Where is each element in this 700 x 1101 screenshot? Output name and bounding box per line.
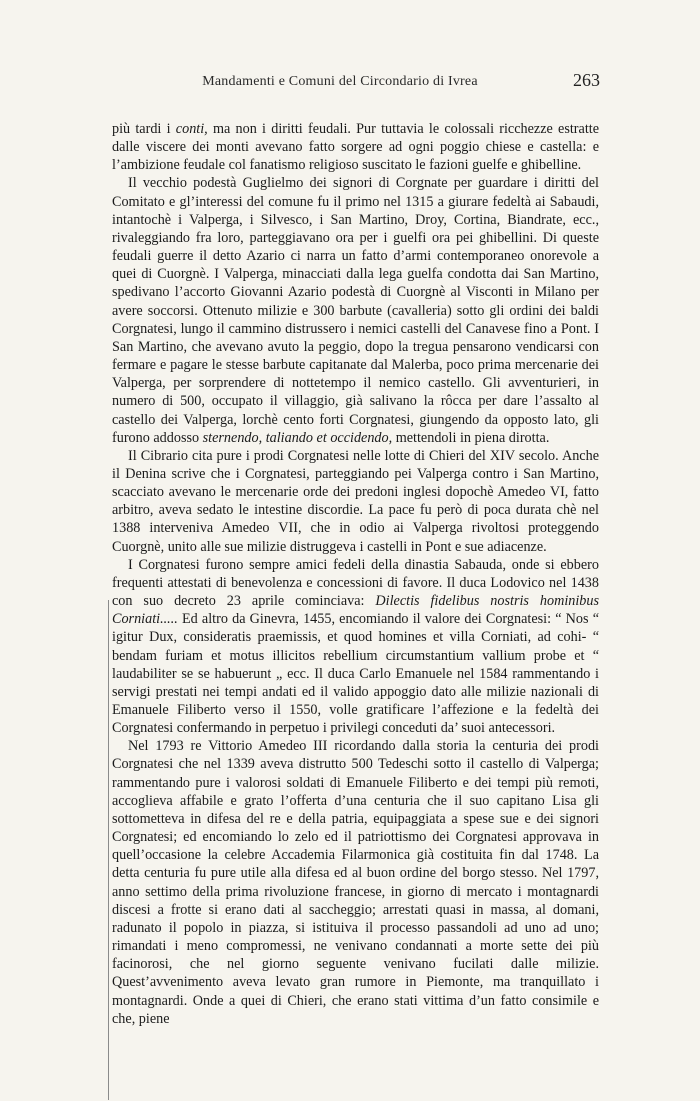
paragraph-5 [112,737,599,1028]
running-title: Mandamenti e Comuni del Circondario di Ivrea [202,74,478,89]
italic-segment: sternendo, taliando et occidendo, [202,429,393,446]
italic-segment: conti, [175,121,208,137]
text-segment: ma non i diritti feudali. Pur tuttavia le colossali ricchezze estratte dalle viscere dei monti avevano fatto sorgere ad ogni poggio chiese e castella: e l’ambizione feudale col fanatismo religioso suscitato le fazioni guelfe e ghibelline. [112,121,600,174]
paragraph-2 [112,174,599,446]
paragraph-3 [112,447,599,556]
margin-line [108,600,109,1100]
text-segment: più tardi i [112,121,176,137]
paragraph-4 [112,556,599,738]
italic-segment: Dilectis fidelibus nostris hominibus Corniati..... [112,593,599,628]
paragraph-1 [112,120,599,174]
text-segment: Ed altro da Ginevra, 1455, encomiando il valore dei Corgnatesi: “ Nos “ igitur Dux, consideratis praemissis, et quod homines et villa Corniati, ad cohi- “ bendam furiam et motus illicitos rebellium circumstantium vallium probe et “ laudabiliter se se habuerunt „ ecc. Il duca Carlo Emanuele nel 1584 rammentando i servigi prestati nei tempi andati ed il valido appoggio dato alle milizie nazionali di Emanuele Filiberto verso il 1550, volle gratificare l’affezione e la fedeltà dei Corgnatesi confermando in perpetuo i privilegi conceduti da’ suoi antecessori. [112,611,599,737]
text-segment: Il Cibrario cita pure i prodi Corgnatesi nelle lotte di Chieri del XIV secolo. Anche il Denina scrive che i Corgnatesi, parteggiando pei Valperga contro i San Martino, scacciato avevano le mercenarie orde dei predoni inglesi dopochè Amedeo VI, fatto arbitro, aveva sedato le intestine discordie. La pace fu però di poca durata chè nel 1388 interveniva Amedeo VII, che in odio ai Valperga rivoltosi proteggendo Cuorgnè, unito alle sue milizie distruggeva i castelli in Pont e sue adiacenze. [112,447,599,555]
text-segment: I Corgnatesi furono sempre amici fedeli della dinastia Sabauda, onde si ebbero frequenti attestati di benevolenza e concessioni di favore. Il duca Lodovico nel 1438 con suo decreto 23 aprile cominciava: [112,556,599,610]
body-text [112,120,599,1028]
text-segment: Nel 1793 re Vittorio Amedeo III ricordando dalla storia la centuria dei prodi Corgnatesi che nel 1339 aveva distrutto 500 Tedeschi sotto il castello di Valperga; rammentando pure i valorosi soldati di Emanuele Filiberto e dei tempi più remoti, accoglieva affabile e grato l’offerta d’una centuria che il suo capitano Lisa gli sottometteva in difesa del re e della patria, equipaggiata a spese sue e dei signori Corgnatesi; ed encomiando lo zelo ed il patriottismo dei Corgnatesi approvava in quell’occasione la celebre Accademia Filarmonica già costituita fin dal 1748. La detta centuria fu pure utile alla difesa ed al buon ordine del borgo stesso. Nel 1797, anno settimo della prima rivoluzione francese, in giorno di mercato i montagnardi discesi a frotte si erano dati al saccheggio; arrestati quasi in massa, al domani, radunato il popolo in piazza, si istituiva il processo passandoli ad uno ad uno; rimandati i meno compromessi, ne venivano condannati a morte sette dei più facinorosi, che nel giorno seguente venivano fucilati dalle milizie. Quest’avvenimento aveva levato gran rumore in Piemonte, ma tranquillato i montagnardi. Onde a quei di Chieri, che erano stati vittima d’un fatto consimile e che, piene [112,738,599,1027]
page-number: 263 [573,70,600,90]
text-segment: mettendoli in piena dirotta. [392,429,550,446]
text-segment: Il vecchio podestà Guglielmo dei signori di Corgnate per guardare i diritti del Comitato e gl’interessi del comune fu il primo nel 1315 a giurare fedeltà ai Sabaudi, intantochè i Valperga, i Silvesco, i San Martino, Droy, Cortina, Biandrate, ecc., rivaleggiando fra loro, parteggiavano ora per i guelfi ora pei ghibellini. Di queste feudali guerre il detto Azario ci narra un fatto d’armi contemporaneo onorevole a quei di Cuorgnè. I Valperga, minacciati dalla lega guelfa condotta dai San Martino, spedivano l’accorto Giovanni Azario podestà di Cuorgnè al Visconti in Milano per avere soccorsi. Ottenuto milizie e 300 barbute (cavalleria) sotto gli ordini dei baldi Corgnatesi, lungo il cammino distrussero i nemici castelli del Canavese fino a Pont. I San Martino, che avevano avuto la peggio, dopo la tregua pensarono vendicarsi con fermare e pagare le stesse barbute capitanate dal Malerba, poco prima mercenarie dei Valperga, per sorprendere di nottetempo il nemico castello. Gli avventurieri, in numero di 500, occupato il villaggio, già salivano la rôcca per dare l’assalto al castello dei Valperga, lorchè cento forti Corgnatesi, giungendo da opposto lato, gli furono addosso [112,175,599,446]
